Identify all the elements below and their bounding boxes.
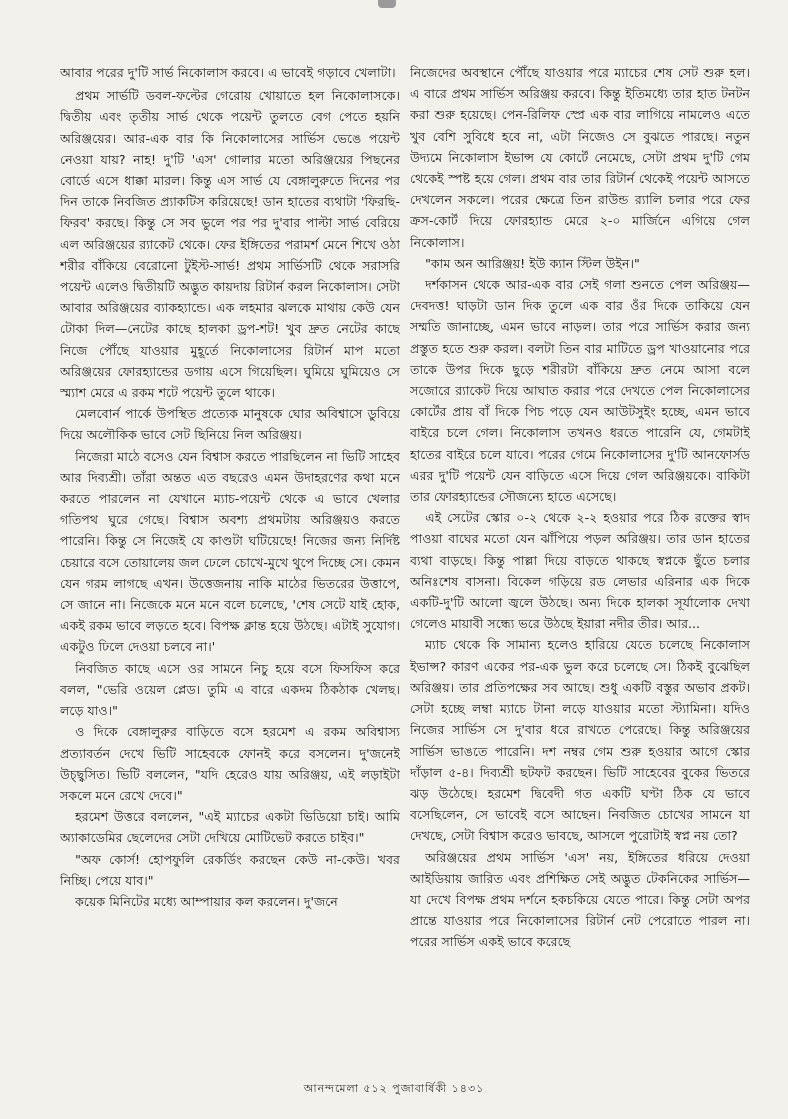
paragraph: দর্শকাসন থেকে আর-এক বার সেই গলা শুনতে পেল অরিঞ্জয়— দেবদত্ত! ঘাড়টা ডান দিক তুলে এক বার ওঁর দিকে তাকিয়ে যেন সম্মতি জানাচ্ছে, এমন ভাবে নাড়ল। তার পরে সার্ভিস করার জন্য প্রস্তুত হতে শুরু করল। বলটা তিন বার মাটিতে ড্রপ খাওয়ানোর পরে তাকে উপর দিকে ছুড়ে শরীরটা বাঁকিয়ে দ্রুত নেমে আসা বলে সজোরে র‍্যাকেট দিয়ে আঘাত করার পরে দেখতে পেল নিকোলাসের কোর্টের প্রায় বাঁ দিকে পিচ পড়ে যেন আউটসুইং হচ্ছে, এমন ভাবে বাইরে চলে গেল। নিকোলাস তখনও ধরতে পারেনি যে, গেমটাই হাতের বাইরে চলে যাবে। পরের গেমে নিকোলাসের দু'টি আনফোর্সড এরর দু'টি পয়েন্ট যেন বাড়িতে এসে দিয়ে গেল অরিঞ্জয়কে। বাকিটা তার ফোরহ্যান্ডের সৌজন্যে হাতে এসেছে। — [410, 277, 750, 505]
paragraph: "অফ কোর্স! হোপফুলি রেকর্ডিং করছেন কেউ না-কেউ। খবর নিচ্ছি। পেয়ে যাব।" — [60, 851, 400, 888]
paragraph: নিবজিত কাছে এসে ওর সামনে নিচু হয়ে বসে ফিসফিস করে বলল, "ভেরি ওয়েল প্লেড। তুমি এ বারে একদম ঠিকঠাক খেলছ। লড়ে যাও।" — [60, 660, 400, 719]
paragraph: "কাম অন আরিঞ্জয়! ইউ ক্যান স্টিল উইন।" — [425, 255, 640, 271]
page-footer: আনন্দমেলা ৫১২ পুজাবার্ষিকী ১৪৩১ — [303, 1082, 485, 1095]
page-top-marker — [378, 0, 396, 8]
paragraph: প্রথম সার্ভটি ডবল-ফল্টের গেরোয় খোয়াতে হল নিকোলাসকে। দ্বিতীয় এবং তৃতীয় সার্ভ থেকে পয়েন্ট তুলতে বেগ পেতে হয়নি অরিঞ্জয়ের। আর-এক বার কি নিকোলাসের সার্ভিস ভেঙে পয়েন্ট নেওয়া যায়? নাহ! দু'টি 'এস' গোলার মতো অরিঞ্জয়ের পিছনের বোর্ডে এসে ধাক্কা মারল। কিন্তু এস সার্ভ যে বেঙ্গালুরুতে দিনের পর দিন তাকে নিবজিত প্র্যাকটিস করিয়েছে! ডান হাতের ব্যথাটা 'ফিরছি-ফিরব' করছে। কিন্তু সে সব ভুলে পর পর দু'বার পাল্টা সার্ভ বেরিয়ে এল অরিঞ্জয়ের র‍্যাকেট থেকে। ফের ইঙ্গিতের পরামর্শ মেনে শিখে ওঠা শরীর বাঁকিয়ে বেরোনো টুইস্ট-সার্ভ! প্রথম সার্ভিসটি থেকে সরাসরি পয়েন্ট এলেও দ্বিতীয়টি অদ্ভুত কায়দায় রিটার্ন করল নিকোলাস। সেটা আবার অরিঞ্জয়ের ব্যাকহ্যান্ডে। এক লহমার ঝলকে মাথায় কেউ যেন টোকা দিল—নেটের কাছে হালকা ড্রপ-শট! খুব দ্রুত নেটের কাছে নিজে পৌঁছে যাওয়ার মুহূর্তে নিকোলাসের রিটার্ন মাপ মতো অরিঞ্জয়ের ফোরহ্যান্ডের ডগায় এসে গিয়েছিল। ঘুমিয়ে ঘুমিয়েও সে স্ম্যাশ মেরে এ রকম শটে পয়েন্ট তুলে থাকে। — [60, 88, 400, 401]
paragraph: হরমেশ উত্তরে বললেন, "এই ম্যাচের একটা ভিডিয়ো চাই। আমি অ্যাকাডেমির ছেলেদের সেটা দেখিয়ে মোটিভেট করতে চাইব।" — [60, 809, 400, 846]
paragraph: নিজেদের অবস্থানে পৌঁছে যাওয়ার পরে ম্যাচের শেষ সেট শুরু হল। এ বারে প্রথম সার্ভিস অরিঞ্জয় করবে। কিন্তু ইতিমধ্যে তার হাত টনটন করা শুরু হয়েছে। পেন-রিলিফ স্প্রে এক বার লাগিয়ে নামলেও এতে খুব বেশি সুবিধে হবে না, এটা নিজেও সে বুঝতে পারছে। নতুন উদ্যমে নিকোলাস ইভান্স যে কোর্টে নেমেছে, সেটা প্রথম দু'টি গেম থেকেই স্পষ্ট হয়ে গেল। প্রথম বার তার রিটার্ন থেকেই পয়েন্ট আসতে দেখলেন সকলে। পরের ক্ষেত্রে তিন রাউন্ড র‍্যালি চলার পরে ফের ক্রস-কোর্ট দিয়ে ফোরহ্যান্ড মেরে ২-০ মার্জিনে এগিয়ে গেল নিকোলাস। — [410, 65, 750, 250]
paragraph: কয়েক মিনিটের মধ্যে আম্পায়ার কল করলেন। দু'জনে — [75, 893, 338, 909]
paragraph: অরিঞ্জয়ের প্রথম সার্ভিস 'এস' নয়, ইঙ্গিতের ধরিয়ে দেওয়া আইডিয়ায় জারিত এবং প্রশিক্ষিত সেই অদ্ভুত টেকনিকের সার্ভিস— যা দেখে বিপক্ষ প্রথম দর্শনে হকচকিয়ে যেতে পারে। কিন্তু সেটা অপর প্রান্তে যাওয়ার পরে নিকোলাসের রিটার্ন নেট পেরোতে পারল না। পরের সার্ভিস একই ভাবে করেছে — [410, 849, 750, 950]
paragraph: নিজেরা মাঠে বসেও যেন বিশ্বাস করতে পারছিলেন না ভিটি সাহেব আর দিব্যশ্রী। তাঁরা অন্তত এত বছরেও এমন উদাহরণের কথা মনে করতে পারলেন না যেখানে ম্যাচ-পয়েন্ট থেকে এ ভাবে খেলার গতিপথ ঘুরে গেছে। বিশ্বাস অবশ্য প্রথমটায় অরিঞ্জয়ও করতে পারেনি। কিন্তু সে নিজেই যে কাণ্ডটা ঘটিয়েছে! নিজের জন্য নির্দিষ্ট চেয়ারে বসে তোয়ালেয় জল ঢেলে চোখে-মুখে থুপে দিচ্ছে সে। কেমন যেন গরম লাগছে এখন। উত্তেজনায় নাকি মাঠের ভিতরের উত্তাপে, সে জানে না। নিজেকে মনে মনে বলে চলেছে, 'শেষ সেটে যাই হোক, একই রকম ভাবে লড়তে হবে। বিপক্ষ ক্লান্ত হয়ে উঠছে। এটাই সুযোগ। একটুও ঢিলে দেওয়া চলবে না।' — [60, 448, 400, 655]
paragraph: আবার পরের দু'টি সার্ভ নিকোলাস করবে। এ ভাবেই গড়াবে খেলাটা। — [60, 65, 396, 80]
paragraph: ও দিকে বেঙ্গালুরুর বাড়িতে বসে হরমেশ এ রকম অবিশ্বাস্য প্রত্যাবর্তন দেখে ভিটি সাহেবকে ফোনই করে বসলেন। দু'জনেই উচ্ছ্বসিত। ভিটি বললেন, "যদি হেরেও যায় অরিঞ্জয়, এই লড়াইটা সকলে মনে রেখে দেবে।" — [60, 724, 400, 803]
paragraph: ম্যাচ থেকে কি সামান্য হলেও হারিয়ে যেতে চলেছে নিকোলাস ইভান্স? কারণ একের পর-এক ভুল করে চলেছে সে। ঠিকই বুঝেছিল অরিঞ্জয়। তার প্রতিপক্ষের সব আছে। শুধু একটি বস্তুর অভাব প্রকট। সেটা হচ্ছে লম্বা ম্যাচে টানা লড়ে যাওয়ার মতো স্ট্যামিনা। যদিও নিজের সার্ভিস সে দু'বার ধরে রাখতে পেরেছে। কিন্তু অরিঞ্জয়ের সার্ভিস ভাঙতে পারেনি। দশ নম্বর গেম শুরু হওয়ার আগে স্কোর দাঁড়াল ৫-৪। দিব্যশ্রী ছটফট করছেন। ভিটি সাহেবের বুকের ভিতরে ঝড় উঠেছে। হরমেশ দ্বিবেদী গত একটি ঘণ্টা ঠিক যে ভাবে বসেছিলেন, সে ভাবেই বসে আছেন। নিবজিত চোখের সামনে যা দেখছে, সেটা বিশ্বাস করেও ভাবছে, আসলে পুরোটাই স্বপ্ন নয় তো? — [410, 637, 750, 844]
right-text-column — [410, 62, 750, 1062]
paragraph: মেলবোর্ন পার্কে উপস্থিত প্রত্যেক মানুষকে ঘোর অবিশ্বাসে ডুবিয়ে দিয়ে অলৌকিক ভাবে সেট ছিনিয়ে নিল অরিঞ্জয়। — [60, 406, 400, 443]
left-text-column — [60, 62, 400, 1062]
paragraph: এই সেটের স্কোর ০-২ থেকে ২-২ হওয়ার পরে ঠিক রক্তের স্বাদ পাওয়া বাঘের মতো যেন ঝাঁপিয়ে পড়ল অরিঞ্জয়। তার ডান হাতের ব্যথা বাড়ছে। কিন্তু পাল্লা দিয়ে বাড়তে থাকছে স্বপ্নকে ছুঁতে চলার অনিঃশেষ বাসনা। বিকেল গড়িয়ে রড লেভার এরিনার এক দিকে একটি-দু'টি আলো জ্বলে উঠছে। অন্য দিকে হালকা সূর্যালোক দেখা গেলেও মায়াবী সন্ধ্যে ভরে উঠছে ইয়ারা নদীর তীর। আর... — [410, 510, 750, 632]
